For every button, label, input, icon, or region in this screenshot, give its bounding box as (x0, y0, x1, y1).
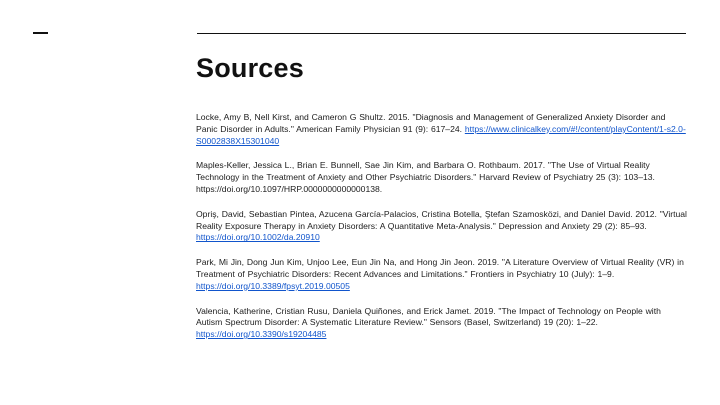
title-rule (197, 33, 686, 34)
slide-accent-dash (33, 32, 48, 34)
reference-link[interactable]: https://www.clinicalkey.com/#!/content/playContent/1-s2.0-S0002838X15301040 (196, 123, 686, 146)
reference-link[interactable]: https://doi.org/10.3390/s19204485 (196, 329, 327, 340)
reference-item (196, 257, 688, 292)
reference-item (196, 160, 688, 195)
reference-text: Maples-Keller, Jessica L., Brian E. Bunnell, Sae Jin Kim, and Barbara O. Rothbaum. 2017. "The Use of Virtual Reality Technology in the Treatment of Anxiety and Other Psychiatric Disorders." Harvard Review of Psychiatry 25 (3): 103–13. https://doi.org/10.1097/HRP.0000000000000138. (196, 160, 655, 194)
reference-item (196, 112, 688, 147)
reference-text: Valencia, Katherine, Cristian Rusu, Daniela Quiñones, and Erick Jamet. 2019. "The Impact of Technology on People with Autism Spectrum Disorder: A Systematic Literature Review." Sensors (Basel, Switzerland) 19 (20): 1–22. (196, 305, 661, 328)
reference-text: Locke, Amy B, Nell Kirst, and Cameron G Shultz. 2015. "Diagnosis and Management of Generalized Anxiety Disorder and Panic Disorder in Adults." American Family Physician 91 (9): 617–24. (196, 112, 666, 134)
slide-title: Sources (196, 53, 304, 83)
reference-list (196, 112, 688, 354)
reference-link[interactable]: https://doi.org/10.1002/da.20910 (196, 232, 320, 243)
reference-item (196, 209, 688, 244)
reference-link[interactable]: https://doi.org/10.3389/fpsyt.2019.00505 (196, 280, 350, 291)
reference-item (196, 306, 688, 341)
reference-text: Opriş, David, Sebastian Pintea, Azucena García-Palacios, Cristina Botella, Ştefan Szamosközi, and Daniel David. 2012. "Virtual Reality Exposure Therapy in Anxiety Disorders: A Quantitative Meta-Analysis." Depression and Anxiety 29 (2): 85–93. (196, 208, 687, 231)
reference-text: Park, Mi Jin, Dong Jun Kim, Unjoo Lee, Eun Jin Na, and Hong Jin Jeon. 2019. "A Literature Overview of Virtual Reality (VR) in Treatment of Psychiatric Disorders: Recent Advances and Limitations." Frontiers in Psychiatry 10 (July): 1–9. (196, 257, 684, 279)
